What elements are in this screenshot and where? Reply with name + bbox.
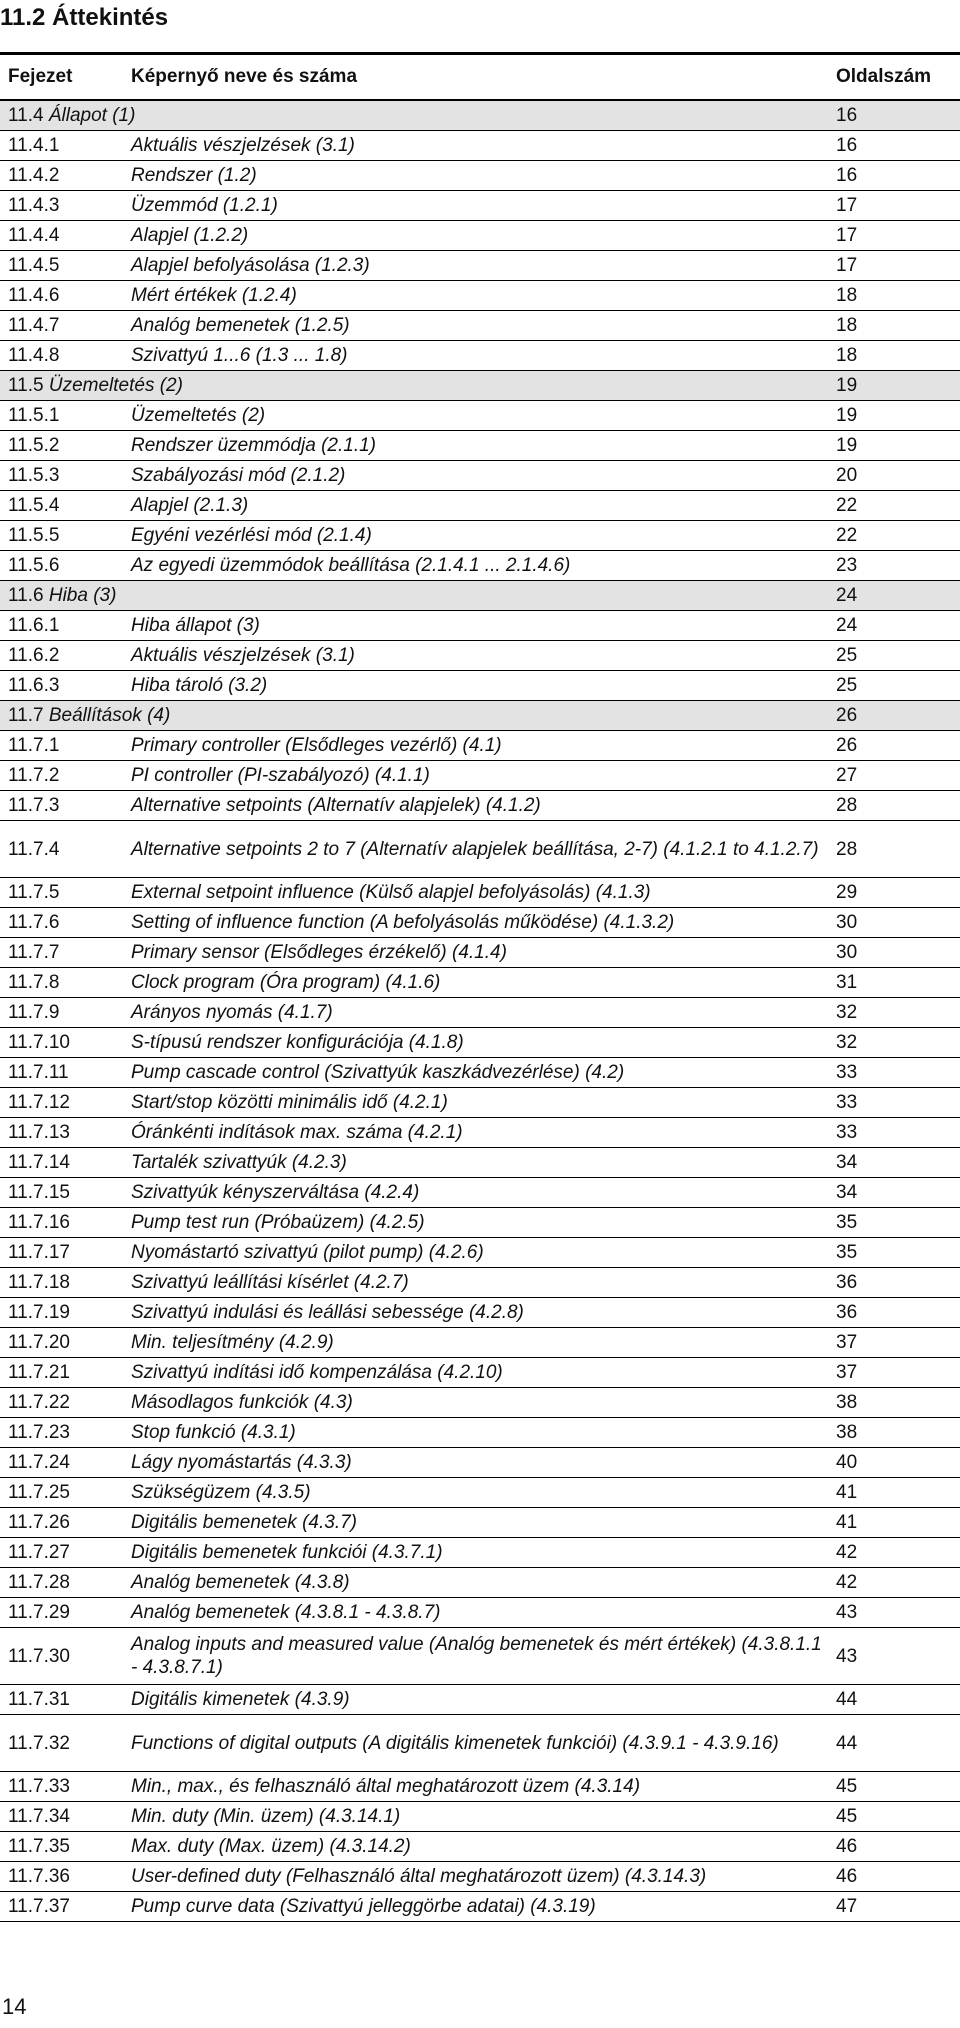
header-page: Oldalszám (828, 54, 960, 101)
screen-name-cell: Alternative setpoints (Alternatív alapjelek) (4.1.2) (117, 791, 828, 821)
table-row (0, 191, 960, 221)
table-row (0, 1178, 960, 1208)
page-cell: 19 (828, 401, 960, 431)
table-row (0, 1685, 960, 1715)
screen-name-cell: Szükségüzem (4.3.5) (117, 1478, 828, 1508)
page-cell: 18 (828, 311, 960, 341)
screen-name-cell: Szivattyú 1...6 (1.3 ... 1.8) (117, 341, 828, 371)
chapter-cell: 11.5.2 (0, 431, 117, 461)
page-cell: 22 (828, 521, 960, 551)
chapter-cell: 11.7.18 (0, 1268, 117, 1298)
chapter-cell: 11.7.2 (0, 761, 117, 791)
chapter-cell: 11.7.11 (0, 1058, 117, 1088)
screen-name-cell: S-típusú rendszer konfigurációja (4.1.8) (117, 1028, 828, 1058)
chapter-cell: 11.7.32 (0, 1715, 117, 1772)
table-row (0, 611, 960, 641)
table-row (0, 251, 960, 281)
chapter-cell: 11.7.4 (0, 821, 117, 878)
table-row (0, 1715, 960, 1772)
chapter-cell: 11.7.19 (0, 1298, 117, 1328)
chapter-cell: 11.7.26 (0, 1508, 117, 1538)
page-cell: 47 (828, 1892, 960, 1922)
section-chapter: 11.5 (8, 375, 44, 396)
chapter-cell: 11.6.3 (0, 671, 117, 701)
table-row (0, 521, 960, 551)
table-row (0, 1892, 960, 1922)
screen-name-cell: Analóg bemenetek (4.3.8) (117, 1568, 828, 1598)
screen-name-cell: Pump curve data (Szivattyú jelleggörbe adatai) (4.3.19) (117, 1892, 828, 1922)
screen-name-cell: Clock program (Óra program) (4.1.6) (117, 968, 828, 998)
page-cell: 28 (828, 791, 960, 821)
header-chapter: Fejezet (0, 54, 117, 101)
chapter-cell: 11.5.3 (0, 461, 117, 491)
table-row (0, 1832, 960, 1862)
screen-name-cell: Stop funkció (4.3.1) (117, 1418, 828, 1448)
screen-name-cell: Functions of digital outputs (A digitális kimenetek funkciói) (4.3.9.1 - 4.3.9.16) (117, 1715, 828, 1772)
table-row (0, 311, 960, 341)
page-cell: 44 (828, 1715, 960, 1772)
section-row (0, 701, 960, 731)
chapter-cell: 11.4.8 (0, 341, 117, 371)
table-row (0, 821, 960, 878)
page-cell: 25 (828, 641, 960, 671)
table-row (0, 1118, 960, 1148)
screen-name-cell: Analóg bemenetek (1.2.5) (117, 311, 828, 341)
chapter-cell: 11.7.25 (0, 1478, 117, 1508)
table-row (0, 671, 960, 701)
table-row (0, 1538, 960, 1568)
page-cell: 17 (828, 251, 960, 281)
table-row (0, 1448, 960, 1478)
table-row (0, 1508, 960, 1538)
page-cell: 45 (828, 1772, 960, 1802)
table-row (0, 1298, 960, 1328)
page-cell: 33 (828, 1058, 960, 1088)
table-body (0, 100, 960, 1922)
screen-name-cell: Az egyedi üzemmódok beállítása (2.1.4.1 ... 2.1.4.6) (117, 551, 828, 581)
chapter-cell: 11.7.5 (0, 878, 117, 908)
page-cell: 33 (828, 1088, 960, 1118)
chapter-cell: 11.7.37 (0, 1892, 117, 1922)
screen-name-cell: Óránkénti indítások max. száma (4.2.1) (117, 1118, 828, 1148)
table-row (0, 221, 960, 251)
screen-name-cell: Pump cascade control (Szivattyúk kaszkádvezérlése) (4.2) (117, 1058, 828, 1088)
chapter-cell: 11.5.5 (0, 521, 117, 551)
screen-name-cell: Max. duty (Max. üzem) (4.3.14.2) (117, 1832, 828, 1862)
section-name: Állapot (1) (48, 105, 136, 126)
table-row (0, 1238, 960, 1268)
table-row (0, 401, 960, 431)
chapter-cell: 11.5.6 (0, 551, 117, 581)
screen-name-cell: Digitális bemenetek funkciói (4.3.7.1) (117, 1538, 828, 1568)
table-row (0, 1088, 960, 1118)
table-row (0, 1388, 960, 1418)
table-row (0, 938, 960, 968)
chapter-cell: 11.7.33 (0, 1772, 117, 1802)
page-cell: 38 (828, 1418, 960, 1448)
chapter-cell: 11.7.21 (0, 1358, 117, 1388)
screen-name-cell: Hiba állapot (3) (117, 611, 828, 641)
table-row (0, 1862, 960, 1892)
screen-name-cell: Hiba tároló (3.2) (117, 671, 828, 701)
screen-name-cell: Digitális kimenetek (4.3.9) (117, 1685, 828, 1715)
screen-name-cell: Másodlagos funkciók (4.3) (117, 1388, 828, 1418)
chapter-cell: 11.7.13 (0, 1118, 117, 1148)
page-cell: 36 (828, 1298, 960, 1328)
screen-name-cell: Alternative setpoints 2 to 7 (Alternatív alapjelek beállítása, 2-7) (4.1.2.1 to 4.1.2.7) (117, 821, 828, 878)
section-row (0, 581, 960, 611)
screen-name-cell: Mért értékek (1.2.4) (117, 281, 828, 311)
section-row (0, 100, 960, 131)
table-row (0, 431, 960, 461)
table-row (0, 1358, 960, 1388)
chapter-cell: 11.7.29 (0, 1598, 117, 1628)
page-cell: 16 (828, 131, 960, 161)
table-row (0, 791, 960, 821)
page-cell: 42 (828, 1568, 960, 1598)
page-cell: 41 (828, 1508, 960, 1538)
screen-name-cell: Primary controller (Elsődleges vezérlő) (4.1) (117, 731, 828, 761)
chapter-cell: 11.7.12 (0, 1088, 117, 1118)
page-cell: 26 (828, 731, 960, 761)
screen-name-cell: Aktuális vészjelzések (3.1) (117, 641, 828, 671)
chapter-cell: 11.7.24 (0, 1448, 117, 1478)
screen-name-cell: PI controller (PI-szabályozó) (4.1.1) (117, 761, 828, 791)
chapter-cell: 11.5.1 (0, 401, 117, 431)
page-cell: 36 (828, 1268, 960, 1298)
chapter-cell: 11.7.27 (0, 1538, 117, 1568)
page-cell: 37 (828, 1358, 960, 1388)
table-row (0, 1208, 960, 1238)
chapter-cell: 11.7.17 (0, 1238, 117, 1268)
screen-name-cell: Setting of influence function (A befolyásolás működése) (4.1.3.2) (117, 908, 828, 938)
chapter-cell: 11.5.4 (0, 491, 117, 521)
toc-table (0, 52, 960, 1922)
table-row (0, 1568, 960, 1598)
screen-name-cell: User-defined duty (Felhasználó által meghatározott üzem) (4.3.14.3) (117, 1862, 828, 1892)
chapter-cell: 11.7.14 (0, 1148, 117, 1178)
page-cell: 19 (828, 431, 960, 461)
screen-name-cell: Start/stop közötti minimális idő (4.2.1) (117, 1088, 828, 1118)
page-cell: 16 (828, 161, 960, 191)
page-cell: 45 (828, 1802, 960, 1832)
section-row (0, 371, 960, 401)
table-row (0, 1802, 960, 1832)
page-cell: 46 (828, 1832, 960, 1862)
page-cell: 17 (828, 191, 960, 221)
table-row (0, 878, 960, 908)
screen-name-cell: Szivattyú indulási és leállási sebessége (4.2.8) (117, 1298, 828, 1328)
chapter-cell: 11.4.5 (0, 251, 117, 281)
table-row (0, 341, 960, 371)
page-cell: 34 (828, 1148, 960, 1178)
chapter-cell: 11.7.35 (0, 1832, 117, 1862)
section-name: Üzemeltetés (2) (48, 375, 183, 396)
screen-name-cell: External setpoint influence (Külső alapjel befolyásolás) (4.1.3) (117, 878, 828, 908)
table-row (0, 1268, 960, 1298)
screen-name-cell: Min. duty (Min. üzem) (4.3.14.1) (117, 1802, 828, 1832)
screen-name-cell: Arányos nyomás (4.1.7) (117, 998, 828, 1028)
chapter-cell: 11.7.3 (0, 791, 117, 821)
page-cell: 18 (828, 341, 960, 371)
chapter-cell: 11.7.8 (0, 968, 117, 998)
screen-name-cell: Rendszer (1.2) (117, 161, 828, 191)
page-cell: 35 (828, 1238, 960, 1268)
table-row (0, 1418, 960, 1448)
screen-name-cell: Lágy nyomástartás (4.3.3) (117, 1448, 828, 1478)
screen-name-cell: Pump test run (Próbaüzem) (4.2.5) (117, 1208, 828, 1238)
page-cell: 30 (828, 938, 960, 968)
chapter-cell: 11.7.31 (0, 1685, 117, 1715)
screen-name-cell: Tartalék szivattyúk (4.2.3) (117, 1148, 828, 1178)
table-row (0, 1148, 960, 1178)
screen-name-cell: Szivattyú leállítási kísérlet (4.2.7) (117, 1268, 828, 1298)
screen-name-cell: Szivattyúk kényszerváltása (4.2.4) (117, 1178, 828, 1208)
table-row (0, 1058, 960, 1088)
chapter-cell: 11.4.7 (0, 311, 117, 341)
screen-name-cell: Alapjel (1.2.2) (117, 221, 828, 251)
screen-name-cell: Digitális bemenetek (4.3.7) (117, 1508, 828, 1538)
screen-name-cell: Üzemmód (1.2.1) (117, 191, 828, 221)
table-row (0, 1328, 960, 1358)
screen-name-cell: Min. teljesítmény (4.2.9) (117, 1328, 828, 1358)
chapter-cell: 11.7.22 (0, 1388, 117, 1418)
section-name: Hiba (3) (48, 585, 117, 606)
page-cell: 16 (828, 100, 960, 131)
section-chapter: 11.6 (8, 585, 44, 606)
page-cell: 26 (828, 701, 960, 731)
page-cell: 19 (828, 371, 960, 401)
page-cell: 32 (828, 998, 960, 1028)
page-cell: 42 (828, 1538, 960, 1568)
screen-name-cell: Nyomástartó szivattyú (pilot pump) (4.2.6) (117, 1238, 828, 1268)
chapter-cell: 11.4.2 (0, 161, 117, 191)
chapter-cell: 11.7.16 (0, 1208, 117, 1238)
page-cell: 24 (828, 581, 960, 611)
chapter-cell: 11.7.20 (0, 1328, 117, 1358)
section-title (0, 581, 828, 611)
section-name: Beállítások (4) (48, 705, 171, 726)
page-cell: 46 (828, 1862, 960, 1892)
table-row (0, 461, 960, 491)
page-cell: 22 (828, 491, 960, 521)
page-cell: 29 (828, 878, 960, 908)
table-row (0, 161, 960, 191)
section-chapter: 11.7 (8, 705, 44, 726)
header-screen-name: Képernyő neve és száma (117, 54, 828, 101)
chapter-cell: 11.7.30 (0, 1628, 117, 1685)
table-row (0, 1628, 960, 1685)
page-cell: 18 (828, 281, 960, 311)
page-cell: 24 (828, 611, 960, 641)
chapter-cell: 11.7.15 (0, 1178, 117, 1208)
chapter-cell: 11.4.4 (0, 221, 117, 251)
chapter-cell: 11.7.23 (0, 1418, 117, 1448)
page-title: 11.2 Áttekintés (0, 4, 169, 31)
screen-name-cell: Analog inputs and measured value (Analóg bemenetek és mért értékek) (4.3.8.1.1 - 4.3.8.7.1) (117, 1628, 828, 1685)
chapter-cell: 11.7.1 (0, 731, 117, 761)
screen-name-cell: Alapjel befolyásolása (1.2.3) (117, 251, 828, 281)
screen-name-cell: Aktuális vészjelzések (3.1) (117, 131, 828, 161)
table-header-row (0, 54, 960, 101)
section-title (0, 100, 828, 131)
screen-name-cell: Primary sensor (Elsődleges érzékelő) (4.1.4) (117, 938, 828, 968)
page-cell: 33 (828, 1118, 960, 1148)
table-row (0, 968, 960, 998)
table-row (0, 761, 960, 791)
chapter-cell: 11.7.36 (0, 1862, 117, 1892)
section-title (0, 371, 828, 401)
page-cell: 43 (828, 1628, 960, 1685)
chapter-cell: 11.4.6 (0, 281, 117, 311)
table-row (0, 281, 960, 311)
screen-name-cell: Szabályozási mód (2.1.2) (117, 461, 828, 491)
page-cell: 17 (828, 221, 960, 251)
table-row (0, 551, 960, 581)
section-title (0, 701, 828, 731)
chapter-cell: 11.7.7 (0, 938, 117, 968)
chapter-cell: 11.7.10 (0, 1028, 117, 1058)
page-cell: 31 (828, 968, 960, 998)
screen-name-cell: Analóg bemenetek (4.3.8.1 - 4.3.8.7) (117, 1598, 828, 1628)
chapter-cell: 11.7.34 (0, 1802, 117, 1832)
page-cell: 20 (828, 461, 960, 491)
table-row (0, 491, 960, 521)
screen-name-cell: Egyéni vezérlési mód (2.1.4) (117, 521, 828, 551)
page-cell: 40 (828, 1448, 960, 1478)
page-number: 14 (2, 1994, 27, 2019)
table-row (0, 731, 960, 761)
page-cell: 35 (828, 1208, 960, 1238)
chapter-cell: 11.4.1 (0, 131, 117, 161)
chapter-cell: 11.6.1 (0, 611, 117, 641)
screen-name-cell: Alapjel (2.1.3) (117, 491, 828, 521)
table-row (0, 998, 960, 1028)
screen-name-cell: Üzemeltetés (2) (117, 401, 828, 431)
page-cell: 25 (828, 671, 960, 701)
page-cell: 38 (828, 1388, 960, 1418)
page-cell: 28 (828, 821, 960, 878)
chapter-cell: 11.7.6 (0, 908, 117, 938)
page-cell: 44 (828, 1685, 960, 1715)
table-row (0, 131, 960, 161)
screen-name-cell: Rendszer üzemmódja (2.1.1) (117, 431, 828, 461)
section-chapter: 11.4 (8, 105, 44, 126)
table-row (0, 1772, 960, 1802)
table-row (0, 1478, 960, 1508)
page-cell: 41 (828, 1478, 960, 1508)
table-row (0, 1028, 960, 1058)
screen-name-cell: Min., max., és felhasználó által meghatározott üzem (4.3.14) (117, 1772, 828, 1802)
page-cell: 27 (828, 761, 960, 791)
chapter-cell: 11.6.2 (0, 641, 117, 671)
screen-name-cell: Szivattyú indítási idő kompenzálása (4.2.10) (117, 1358, 828, 1388)
page-cell: 30 (828, 908, 960, 938)
page-cell: 43 (828, 1598, 960, 1628)
page-cell: 23 (828, 551, 960, 581)
chapter-cell: 11.7.28 (0, 1568, 117, 1598)
page-cell: 32 (828, 1028, 960, 1058)
page-cell: 37 (828, 1328, 960, 1358)
table-row (0, 908, 960, 938)
chapter-cell: 11.4.3 (0, 191, 117, 221)
table-row (0, 641, 960, 671)
chapter-cell: 11.7.9 (0, 998, 117, 1028)
page-cell: 34 (828, 1178, 960, 1208)
table-row (0, 1598, 960, 1628)
